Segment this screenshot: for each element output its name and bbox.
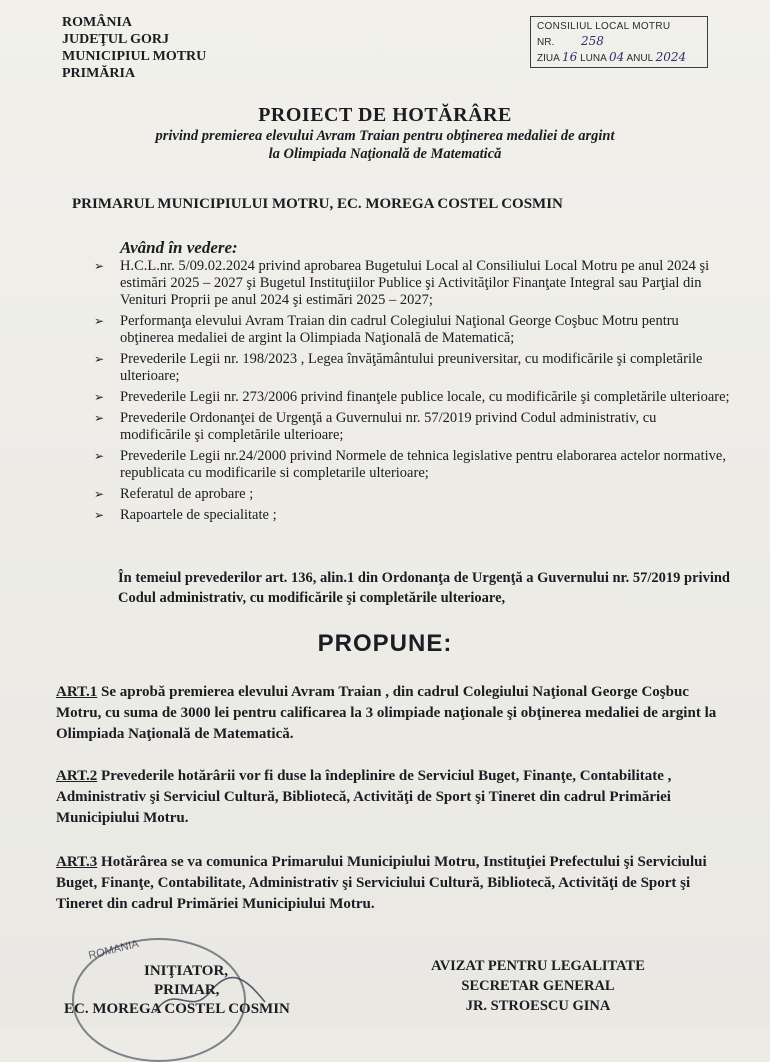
considering-heading: Având în vedere: [120,238,238,257]
arrow-bullet-icon: ➢ [94,508,105,522]
arrow-bullet-icon: ➢ [94,352,105,366]
article-2 [56,766,736,829]
header-line-county: JUDEŢUL GORJ [62,32,169,47]
stamp-nr-label: NR. [537,37,555,48]
mayor-name: EC. MOREGA COSTEL COSMIN [64,1001,290,1017]
list-item [90,389,730,406]
consideration-text: Rapoartele de specialitate ; [120,507,277,523]
legality-label: AVIZAT PENTRU LEGALITATE [431,958,645,974]
list-item [90,351,730,385]
list-item [90,313,730,347]
legal-basis-paragraph: În temeiul prevederilor art. 136, alin.1 din Ordonanţa de Urgenţă a Guvernului nr. 57/2019 privind Codul administrativ, cu modificările şi completările ulterioare, [118,570,730,606]
consideration-text: Prevederile Legii nr. 273/2006 privind finanţele publice locale, cu modificările şi completările ulterioare; [120,389,730,405]
document-title: PROIECT DE HOTĂRÂRE [258,104,512,126]
stamp-nr-value: 258 [581,34,604,48]
document-subtitle-line1: privind premierea elevului Avram Traian pentru obţinerea medaliei de argint [155,128,615,144]
initiator-label: INIŢIATOR, [144,963,229,979]
article-label: ART.2 [56,768,98,784]
stamp-anul-label: ANUL [626,53,653,64]
secretary-name: JR. STROESCU GINA [465,998,611,1014]
arrow-bullet-icon: ➢ [94,259,105,273]
stamp-title: CONSILIUL LOCAL MOTRU [537,21,671,32]
stamp-number-row [537,34,701,50]
secretary-label: SECRETAR GENERAL [461,978,615,994]
institution-header [62,14,206,82]
legality-signature-block [408,956,668,1016]
consideration-text: Prevederile Legii nr.24/2000 privind Normele de tehnica legislative pentru elaborarea actelor normative, republicata cu modificarile si completarile ulterioare; [120,448,726,481]
consideration-text: Prevederile Legii nr. 198/2023 , Legea învăţământului preuniversitar, cu modificările şi completările ulterioare; [120,351,703,384]
mayor-label: PRIMAR, [154,982,220,998]
stamp-luna-value: 04 [608,50,625,64]
article-text: Se aprobă premierea elevului Avram Traian , din cadrul Colegiului Naţional George Coşbuc Motru, cu suma de 3000 lei pentru calificarea la 3 olimpiade naţionale şi obţinerea medaliei de argint la Olimpiada Naţională de Matematică. [56,684,717,742]
arrow-bullet-icon: ➢ [94,411,105,425]
list-item [90,410,730,444]
handwritten-signature-icon [150,972,270,1022]
article-text: Prevederile hotărârii vor fi duse la îndeplinire de Serviciul Buget, Finanţe, Contabilitate , Administrativ şi Serviciul Cultură, Bibliotecă, Activităţi de Sport şi Tineret din cadrul Primăriei Municipiului Motru. [56,768,672,826]
header-line-city-hall: PRIMĂRIA [62,66,136,81]
arrow-bullet-icon: ➢ [94,487,105,501]
consideration-text: Referatul de aprobare ; [120,486,254,502]
article-3 [56,852,736,915]
arrow-bullet-icon: ➢ [94,314,105,328]
article-1 [56,682,736,745]
stamp-date-row [537,50,701,66]
consideration-text: Performanţa elevului Avram Traian din cadrul Colegiului Naţional George Coşbuc Motru pentru obţinerea medaliei de argint la Olimpiada Naţională de Matematică; [120,313,679,346]
document-subtitle-line2: la Olimpiada Naţională de Matematică [268,146,502,162]
stamp-luna-label: LUNA [580,53,607,64]
seal-text: ROMANIA [87,937,141,963]
stamp-ziua-label: ZIUA [537,53,560,64]
header-line-municipality: MUNICIPIUL MOTRU [62,49,207,64]
list-item [90,486,730,503]
consideration-text: H.C.L.nr. 5/09.02.2024 privind aprobarea Bugetului Local al Consiliului Local Motru pe anul 2024 şi estimări 2025 – 2027 şi Bugetul Instituţiilor Publice şi Activităţilor Finanţate Integral sau Parţial din Venituri Proprii pe anul 2024 şi estimări 2025 – 2027; [120,258,710,308]
article-label: ART.1 [56,684,98,700]
list-item [90,258,730,309]
mayor-line: PRIMARUL MUNICIPIULUI MOTRU, EC. MOREGA COSTEL COSMIN [72,196,563,212]
considerations-list [90,258,730,528]
arrow-bullet-icon: ➢ [94,390,105,404]
article-label: ART.3 [56,854,98,870]
article-text: Hotărârea se va comunica Primarului Municipiului Motru, Instituţiei Prefectului şi Serviciului Buget, Finanţe, Contabilitate, Administrativ şi Serviciului Cultură, Bibliotecă, Activităţi de Sport şi Tineret din cadrul Primăriei Municipiului Motru. [56,854,707,912]
arrow-bullet-icon: ➢ [94,449,105,463]
list-item [90,448,730,482]
header-line-country: ROMÂNIA [62,15,132,30]
registration-stamp [530,16,708,68]
list-item [90,507,730,524]
propose-heading: PROPUNE: [317,630,453,657]
stamp-ziua-value: 16 [562,50,578,64]
stamp-anul-value: 2024 [655,50,687,64]
consideration-text: Prevederile Ordonanţei de Urgenţă a Guvernului nr. 57/2019 privind Codul administrativ, cu modificările şi completările ulterioare; [120,410,657,443]
